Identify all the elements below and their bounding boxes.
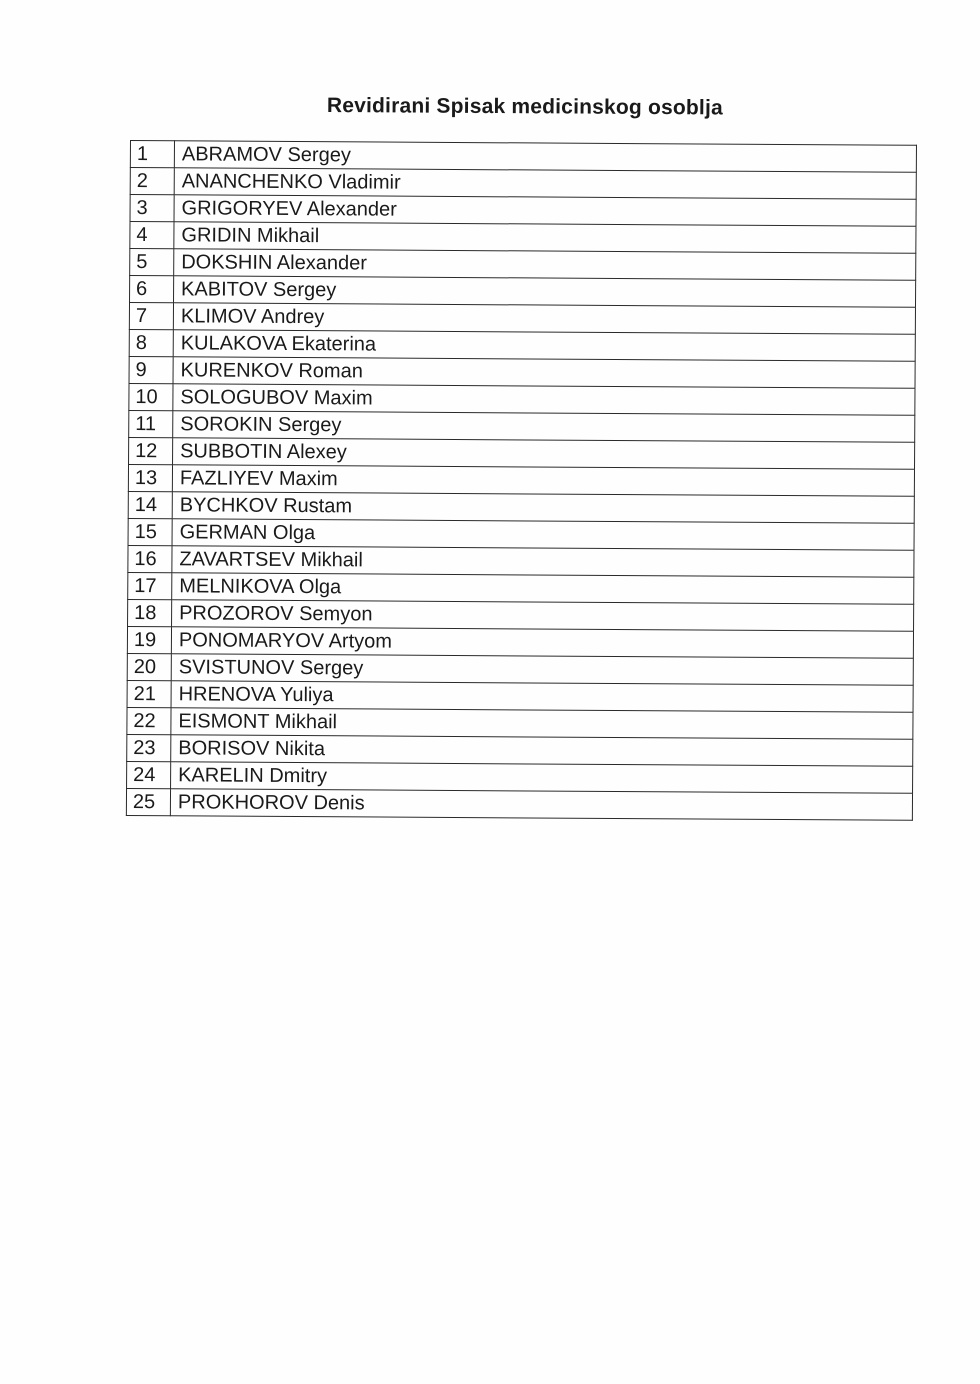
- staff-name-cell: KURENKOV Roman: [173, 357, 915, 389]
- row-number-cell: 25: [126, 788, 170, 815]
- row-number-cell: 5: [130, 249, 174, 276]
- row-number-cell: 15: [128, 518, 172, 545]
- staff-name-cell: BYCHKOV Rustam: [172, 492, 914, 524]
- row-number-cell: 23: [127, 734, 171, 761]
- table-row: [129, 437, 915, 469]
- table-row: [128, 545, 914, 577]
- table-row: [128, 572, 914, 604]
- row-number-cell: 7: [129, 303, 173, 330]
- row-number-cell: 21: [127, 680, 171, 707]
- staff-name-cell: PROZOROV Semyon: [172, 600, 914, 632]
- table-row: [129, 383, 915, 415]
- row-number-cell: 19: [127, 626, 171, 653]
- staff-name-cell: PROKHOROV Denis: [170, 789, 912, 821]
- staff-name-cell: SVISTUNOV Sergey: [171, 654, 913, 686]
- table-row: [129, 410, 915, 442]
- table-row: [127, 653, 913, 685]
- page-title: Revidirani Spisak medicinskog osoblja: [326, 93, 724, 120]
- table-row: [127, 761, 913, 793]
- row-number-cell: 1: [130, 141, 174, 168]
- table-row: [128, 518, 914, 550]
- row-number-cell: 14: [128, 491, 172, 518]
- staff-name-cell: DOKSHIN Alexander: [174, 249, 916, 281]
- table-row: [130, 249, 916, 281]
- staff-name-cell: KARELIN Dmitry: [171, 762, 913, 794]
- row-number-cell: 8: [129, 329, 173, 356]
- staff-name-cell: MELNIKOVA Olga: [172, 573, 914, 605]
- staff-name-cell: GERMAN Olga: [172, 519, 914, 551]
- row-number-cell: 9: [129, 356, 173, 383]
- staff-name-cell: SOLOGUBOV Maxim: [173, 384, 915, 416]
- staff-name-cell: KABITOV Sergey: [174, 276, 916, 308]
- staff-name-cell: GRIDIN Mikhail: [174, 222, 916, 254]
- table-row: [130, 168, 916, 200]
- row-number-cell: 12: [129, 437, 173, 464]
- staff-name-cell: ABRAMOV Sergey: [174, 141, 916, 173]
- staff-table-body: [126, 141, 916, 821]
- row-number-cell: 4: [130, 222, 174, 249]
- row-number-cell: 16: [128, 545, 172, 572]
- staff-table: [126, 140, 917, 821]
- table-row: [128, 491, 914, 523]
- table-row: [129, 356, 915, 388]
- row-number-cell: 10: [129, 383, 173, 410]
- staff-name-cell: SUBBOTIN Alexey: [173, 438, 915, 470]
- table-row: [127, 707, 913, 739]
- staff-name-cell: EISMONT Mikhail: [171, 708, 913, 740]
- table-row: [130, 276, 916, 308]
- staff-name-cell: PONOMARYOV Artyom: [171, 627, 913, 659]
- row-number-cell: 22: [127, 707, 171, 734]
- row-number-cell: 17: [128, 572, 172, 599]
- row-number-cell: 18: [128, 599, 172, 626]
- table-row: [127, 734, 913, 766]
- row-number-cell: 20: [127, 653, 171, 680]
- row-number-cell: 2: [130, 168, 174, 195]
- table-row: [130, 222, 916, 254]
- staff-name-cell: HRENOVA Yuliya: [171, 681, 913, 713]
- table-row: [129, 303, 915, 335]
- staff-name-cell: GRIGORYEV Alexander: [174, 195, 916, 227]
- staff-name-cell: ZAVARTSEV Mikhail: [172, 546, 914, 578]
- row-number-cell: 13: [128, 464, 172, 491]
- row-number-cell: 11: [129, 410, 173, 437]
- staff-name-cell: SOROKIN Sergey: [173, 411, 915, 443]
- table-row: [127, 626, 913, 658]
- table-row: [130, 141, 916, 173]
- row-number-cell: 6: [130, 276, 174, 303]
- table-row: [130, 195, 916, 227]
- staff-name-cell: ANANCHENKO Vladimir: [174, 168, 916, 200]
- table-row: [128, 464, 914, 496]
- staff-name-cell: KLIMOV Andrey: [173, 303, 915, 335]
- row-number-cell: 3: [130, 195, 174, 222]
- table-row: [127, 680, 913, 712]
- staff-name-cell: KULAKOVA Ekaterina: [173, 330, 915, 362]
- table-row: [126, 788, 912, 820]
- row-number-cell: 24: [127, 761, 171, 788]
- table-row: [128, 599, 914, 631]
- table-row: [129, 329, 915, 361]
- staff-name-cell: FAZLIYEV Maxim: [172, 465, 914, 497]
- staff-name-cell: BORISOV Nikita: [171, 735, 913, 767]
